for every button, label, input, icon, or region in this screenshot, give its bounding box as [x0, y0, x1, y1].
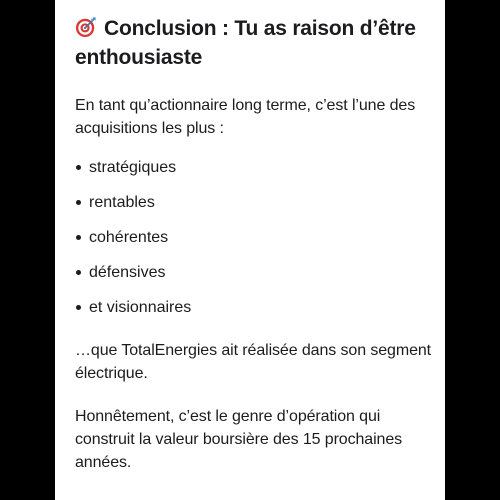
honestly-paragraph: Honnêtement, c’est le genre d’opération qui construit la valeur boursière des 15 prochaines années.	[75, 408, 403, 471]
bullet-dot	[76, 270, 81, 275]
message-content	[75, 14, 435, 474]
bullet-dot	[76, 235, 81, 240]
dart-target-icon	[75, 16, 97, 38]
bullet-dot	[76, 165, 81, 170]
bullet-dot	[76, 200, 81, 205]
list-item: rentables	[75, 191, 435, 214]
list-item: défensives	[75, 261, 435, 284]
intro-paragraph: En tant qu’actionnaire long terme, c’est l’une des acquisitions les plus :	[75, 97, 416, 137]
qualities-list	[75, 156, 435, 319]
conclusion-heading	[75, 14, 435, 72]
list-item: stratégiques	[75, 156, 435, 179]
list-item: et visionnaires	[75, 296, 435, 319]
list-item: cohérentes	[75, 226, 435, 249]
bullet-dot	[76, 305, 81, 310]
totalenergies-paragraph: …que TotalEnergies ait réalisée dans son segment électrique.	[75, 342, 432, 382]
message-card	[55, 0, 445, 500]
heading-title: Conclusion : Tu as raison d’être enthousiaste	[75, 17, 416, 69]
